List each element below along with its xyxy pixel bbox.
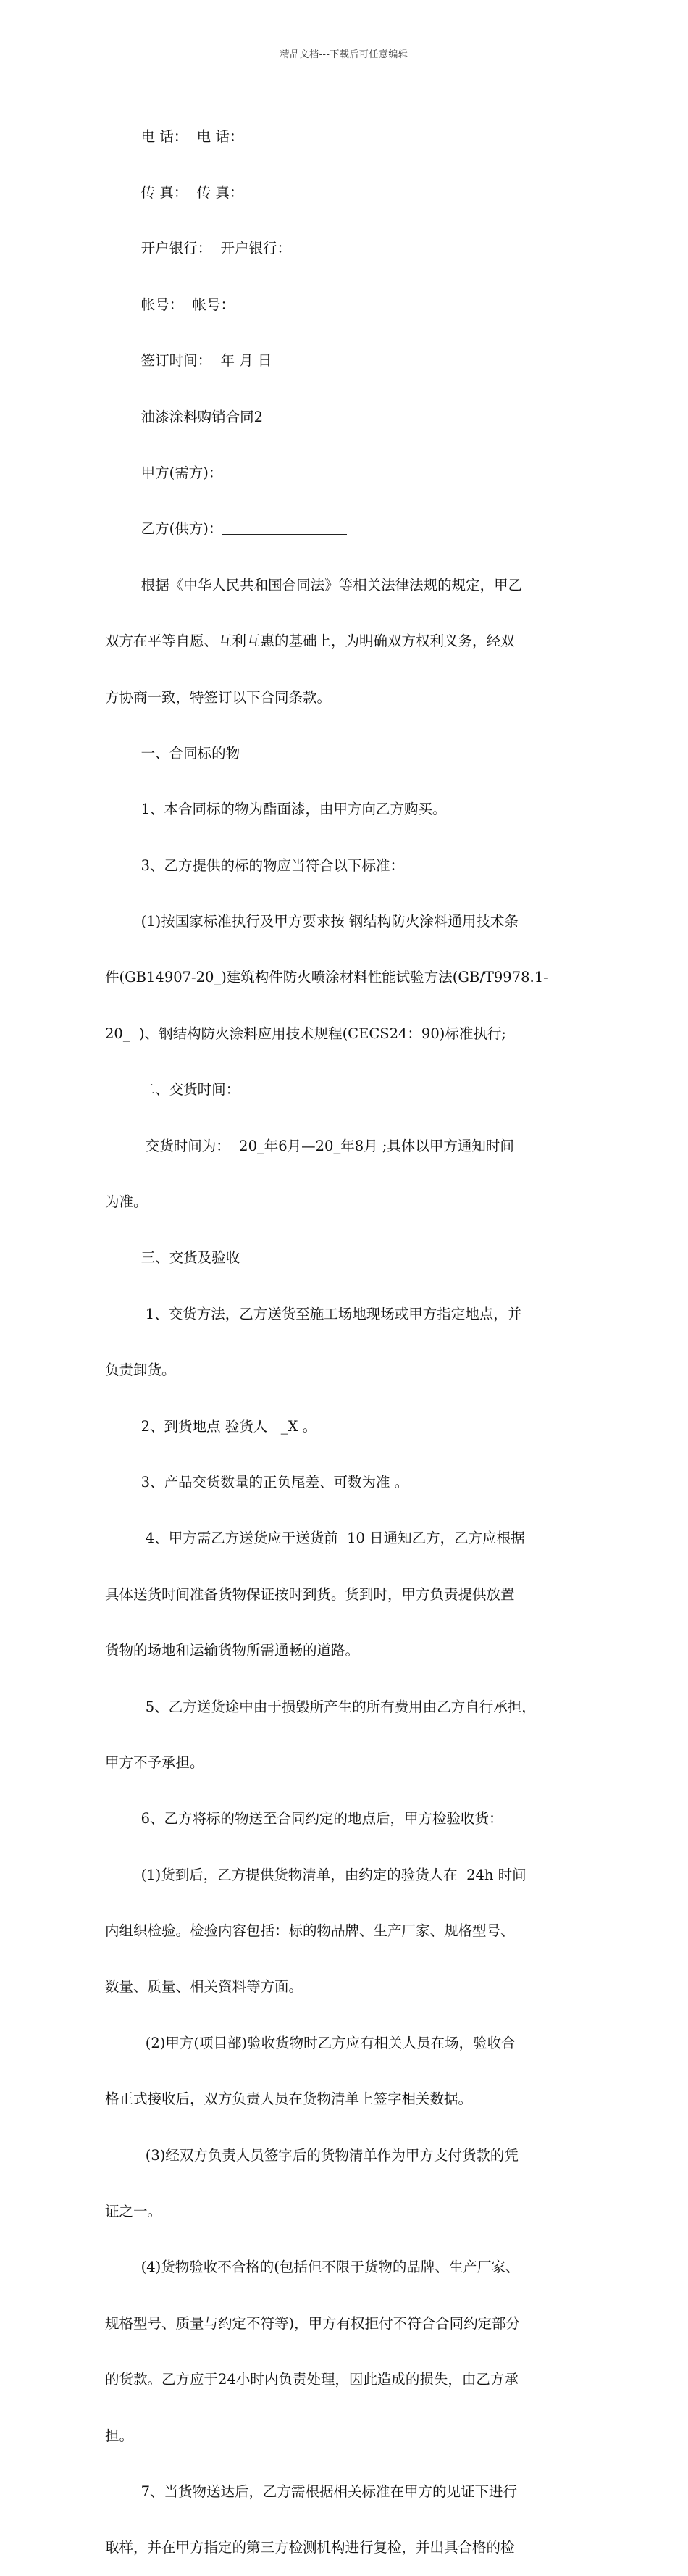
text-line: 负责卸货。 [105,1362,176,1379]
text-line: 甲方不予承担。 [105,1754,204,1771]
text-line: 1、本合同标的物为酯面漆，由甲方向乙方购买。 [105,801,447,818]
text-line: 规格型号、质量与约定不符等)，甲方有权拒付不符合合同约定部分 [105,2314,521,2332]
text-line: 货物的场地和运输货物所需通畅的道路。 [105,1642,360,1659]
text-line: 开户银行： 开户银行： [105,240,291,257]
text-line: 双方在平等自愿、互利互惠的基础上，为明确双方权利义务，经双 [105,633,515,650]
text-line: 件(GB14907-20_)建筑构件防火喷涂材料性能试验方法(GB/T9978.1- [105,969,548,986]
text-line: 油漆涂料购销合同2 [105,408,263,425]
text-line: (3)经双方负责人员签字后的货物清单作为甲方支付货款的凭 [105,2146,519,2164]
text-line: 取样，并在甲方指定的第三方检测机构进行复检，并出具合格的检 [105,2539,515,2556]
text-line: 帐号： 帐号： [105,296,235,313]
text-line: 20_ )、钢结构防火涂料应用技术规程(CECS24：90)标准执行; [105,1025,506,1042]
text-line: 一、合同标的物 [105,744,240,762]
text-line: (1)按国家标准执行及甲方要求按 钢结构防火涂料通用技术条 [105,913,519,930]
text-line: 为准。 [105,1193,148,1211]
party-b-label: 乙方(供方)： [105,520,223,538]
text-line: 甲方(需方)： [105,464,223,481]
text-line: 6、乙方将标的物送至合同约定的地点后，甲方检验收货： [105,1810,503,1827]
text-line: 担。 [105,2427,134,2444]
text-line: 数量、质量、相关资料等方面。 [105,1978,303,1996]
text-line: 5、乙方送货途中由于损毁所产生的所有费用由乙方自行承担， [105,1698,536,1715]
text-line: 根据《中华人民共和国合同法》等相关法律法规的规定，甲乙 [105,576,523,593]
contract-body [105,90,587,2576]
text-line: 电 话： 电 话： [105,128,244,145]
text-line: 3、乙方提供的标的物应当符合以下标准： [105,856,404,874]
text-line: 4、甲方需乙方送货应于送货前 10 日通知乙方，乙方应根据 [105,1530,525,1547]
text-line: 签订时间： 年 月 日 [105,352,272,370]
text-line: 7、当货物送达后，乙方需根据相关标准在甲方的见证下进行 [105,2483,517,2500]
text-line: (4)货物验收不合格的(包括但不限于货物的品牌、生产厂家、 [105,2259,520,2276]
text-line: 三、交货及验收 [105,1249,240,1267]
page-header: 精品文档---下载后可任意编辑 [280,49,408,60]
text-line: 具体送货时间准备货物保证按时到货。货到时，甲方负责提供放置 [105,1585,515,1603]
signature-blank [222,521,347,535]
text-line: 1、交货方法，乙方送货至施工场地现场或甲方指定地点，并 [105,1305,522,1322]
text-line: (2)甲方(项目部)验收货物时乙方应有相关人员在场，验收合 [105,2034,516,2051]
text-line: 格正式接收后，双方负责人员在货物清单上签字相关数据。 [105,2091,473,2108]
text-line: 3、产品交货数量的正负尾差、可数为准 。 [105,1473,409,1491]
text-line: 证之一。 [105,2203,162,2220]
text-line: 内组织检验。检验内容包括：标的物品牌、生产厂家、规格型号、 [105,1922,515,1940]
text-line-with-blank [105,520,587,538]
text-line: 的货款。乙方应于24小时内负责处理，因此造成的损失，由乙方承 [105,2371,519,2388]
text-line: 2、到货地点 验货人 _X 。 [105,1417,317,1435]
text-line: 方协商一致，特签订以下合同条款。 [105,688,332,706]
text-line: (1)货到后，乙方提供货物清单，由约定的验货人在 24h 时间 [105,1866,527,1883]
text-line: 二、交货时间： [105,1081,240,1099]
text-line: 交货时间为： 20_年6月—20_年8月 ;具体以甲方通知时间 [105,1137,514,1154]
text-line: 传 真： 传 真： [105,183,244,201]
